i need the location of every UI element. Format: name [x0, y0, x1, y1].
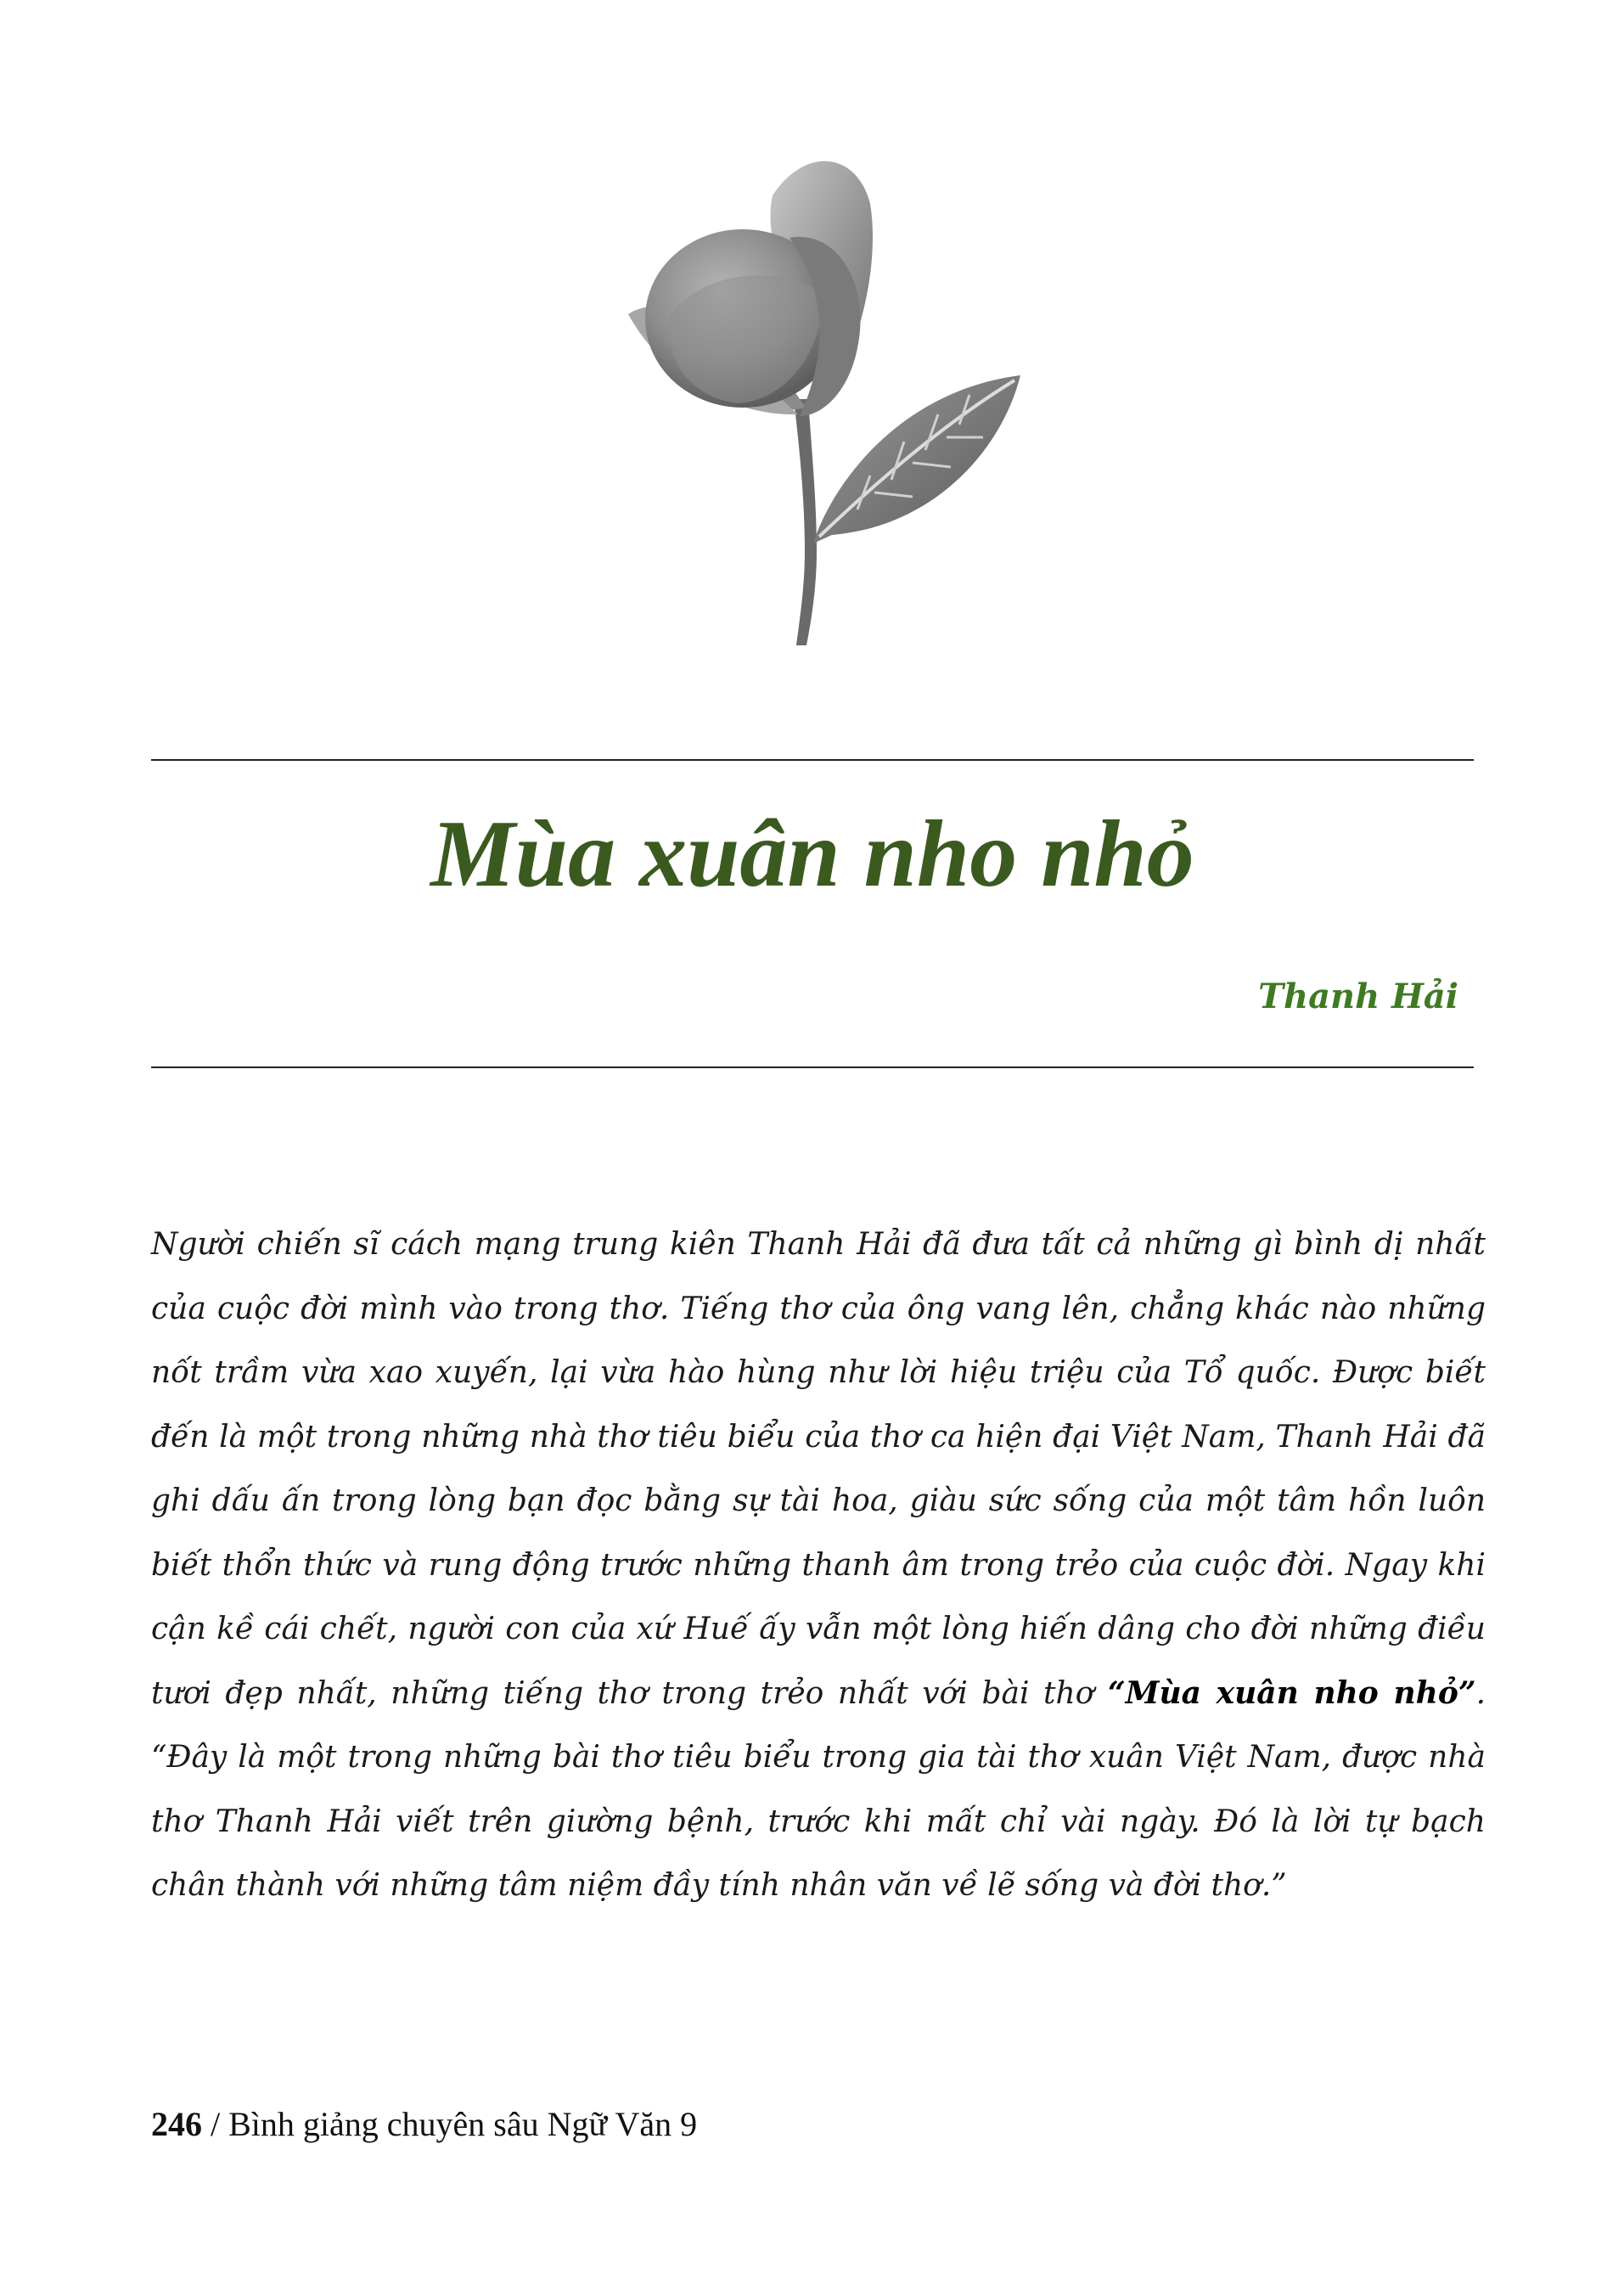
page-title: Mùa xuân nho nhỏ [430, 802, 1194, 907]
intro-text-part-2: . “Đây là một trong những bài thơ tiêu biểu trong gia tài thơ xuân Việt Nam, được nhà thơ Thanh Hải viết trên giường bệnh, trước khi mất chỉ vài ngày. Đó là lời tự bạch chân thành với những tâm niệm đầy tính nhân văn về lẽ sống và đời thơ.” [151, 1675, 1486, 1903]
bottom-divider [151, 1066, 1474, 1068]
author-name: Thanh Hải [1258, 976, 1458, 1016]
flower-leaf [813, 375, 1020, 543]
intro-text-part-1: Người chiến sĩ cách mạng trung kiên Thanh Hải đã đưa tất cả những gì bình dị nhất của cuộc đời mình vào trong thơ. Tiếng thơ của ông vang lên, chẳng khác nào những nốt trầm vừa xao xuyến, lại vừa hào hùng như lời hiệu triệu của Tổ quốc. Được biết đến là một trong những nhà thơ tiêu biểu của thơ ca hiện đại Việt Nam, Thanh Hải đã ghi dấu ấn trong lòng bạn đọc bằng sự tài hoa, giàu sức sống của một tâm hồn luôn biết thổn thức và rung động trước những thanh âm trong trẻo của cuộc đời. Ngay khi cận kề cái chết, người con của xứ Huế ấy vẫn một lòng hiến dâng cho đời những điều tươi đẹp nhất, những tiếng thơ trong trẻo nhất với bài thơ [151, 1227, 1486, 1711]
page-number: 246 [151, 2105, 202, 2143]
flower-stem [794, 399, 817, 645]
page-footer [151, 2104, 697, 2144]
footer-separator: / [202, 2105, 229, 2143]
book-title: Bình giảng chuyên sâu Ngữ Văn 9 [228, 2105, 698, 2143]
top-divider [151, 759, 1474, 761]
intro-paragraph [151, 1213, 1486, 1918]
flower-bud-illustration [577, 144, 1053, 654]
poem-name: “Mùa xuân nho nhỏ” [1107, 1674, 1476, 1711]
